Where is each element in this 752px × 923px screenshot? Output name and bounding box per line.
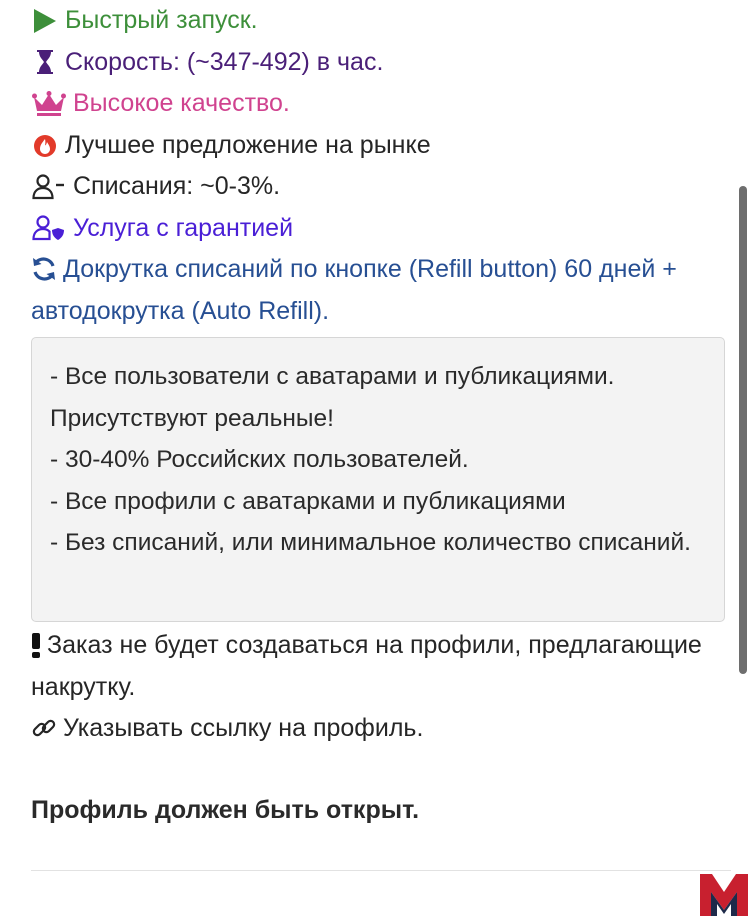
crown-icon (31, 90, 67, 118)
user-shield-icon (31, 214, 67, 242)
feature-quality (31, 83, 731, 125)
divider (31, 870, 731, 871)
order-notes (31, 625, 731, 750)
m-logo-icon (698, 870, 750, 918)
info-box-line: - Все профили с аватарками и публикациями (50, 487, 566, 515)
feature-best-offer (31, 125, 731, 167)
play-icon (31, 7, 59, 35)
info-box (31, 337, 725, 622)
feature-label: Скорость: (~347-492) в час. (65, 47, 384, 76)
feature-label: Докрутка списаний по кнопке (Refill button) 60 дней + автодокрутка (Auto Refill). (31, 255, 677, 325)
info-box-line: - 30-40% Российских пользователей. (50, 446, 469, 473)
warning-text: Заказ не будет создаваться на профили, предлагающие накрутку. (31, 631, 702, 701)
feature-label: Высокое качество. (73, 89, 290, 118)
warning-note (31, 625, 731, 708)
link-note (31, 708, 731, 750)
user-minus-icon (31, 173, 67, 201)
feature-label: Лучшее предложение на рынке (65, 130, 431, 159)
scrollbar[interactable] (739, 186, 747, 674)
info-box-line: - Без списаний, или минимальное количество списаний. (50, 529, 691, 556)
link-note-text: Указывать ссылку на профиль. (63, 714, 424, 742)
exclamation-icon (31, 632, 43, 660)
info-box-line: - Все пользователи с аватарами и публикациями. Присутствуют реальные! (50, 363, 615, 432)
hourglass-icon (31, 48, 59, 76)
feature-label: Списания: ~0-3%. (73, 172, 281, 201)
service-description (31, 0, 731, 332)
link-icon (31, 715, 59, 743)
fire-icon (31, 131, 59, 159)
feature-fast-start (31, 0, 731, 42)
feature-guarantee (31, 208, 731, 250)
profile-open-note: Профиль должен быть открыт. (31, 796, 420, 824)
feature-speed (31, 42, 731, 84)
feature-writeoffs (31, 166, 731, 208)
refresh-icon (31, 256, 59, 284)
feature-label: Быстрый запуск. (65, 6, 258, 35)
feature-refill (31, 249, 731, 332)
feature-label: Услуга с гарантией (73, 213, 294, 242)
